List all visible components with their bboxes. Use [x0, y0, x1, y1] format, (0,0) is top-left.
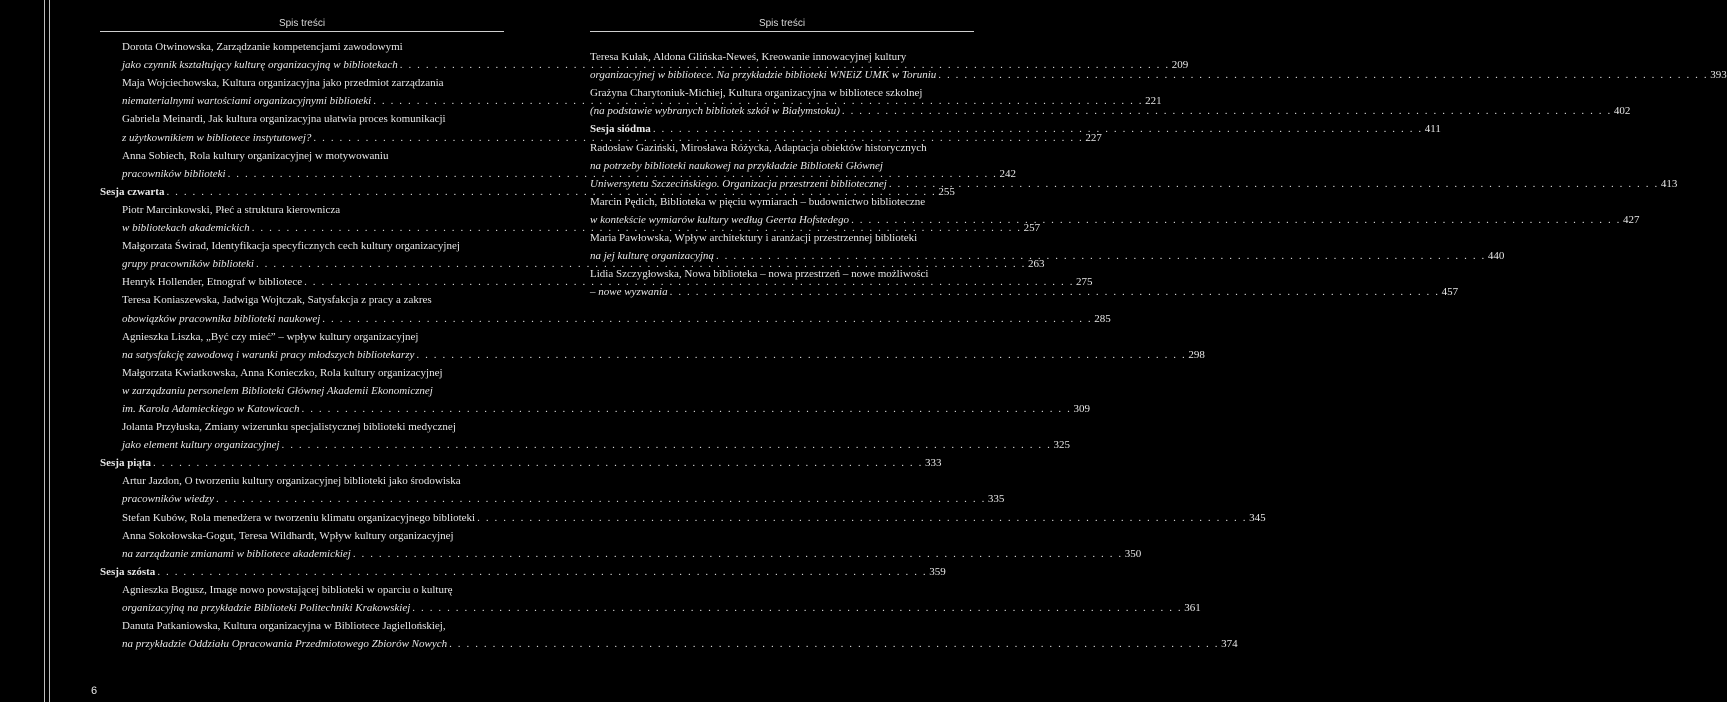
toc-page-number: 227 — [1085, 131, 1102, 144]
toc-entry-text: Agnieszka Bogusz, Image nowo powstającej biblioteki w oparciu o kulturę — [122, 583, 453, 596]
toc-page-number: 427 — [1623, 213, 1640, 226]
toc-entry-line — [100, 617, 504, 635]
toc-entry-text: na satysfakcję zawodową i warunki pracy młodszych bibliotekarzy — [122, 348, 415, 361]
toc-page-number: 413 — [1660, 177, 1678, 190]
dot-leader — [151, 454, 923, 472]
toc-entry-line — [100, 237, 504, 255]
toc-entry-text: w bibliotekach akademickich — [122, 222, 250, 235]
toc-entry-line — [100, 201, 504, 219]
toc-page-number: 359 — [929, 565, 946, 578]
dot-leader — [320, 310, 1092, 328]
toc-entry-text: Małgorzata Świrad, Identyfikacja specyficznych cech kultury organizacyjnej — [122, 240, 460, 253]
toc-entry-text: Sesja siódma — [590, 123, 651, 136]
toc-entry-text: na jej kulturę organizacyjną — [590, 250, 714, 263]
toc-entry-text: Danuta Patkaniowska, Kultura organizacyjna w Bibliotece Jagiellońskiej, — [122, 620, 446, 633]
dot-leader — [651, 120, 1423, 138]
toc-entry-text: w kontekście wymiarów kultury według Geerta Hofstedego — [590, 213, 850, 226]
toc-entry-line — [100, 110, 504, 128]
toc-page-number: 393 — [1710, 69, 1727, 82]
dot-leader — [849, 211, 1621, 229]
toc-entry-text: Sesja szósta — [100, 565, 156, 578]
dot-leader — [840, 102, 1612, 120]
toc-entry-line — [590, 48, 974, 66]
toc-entry-line — [590, 102, 1631, 120]
header-rule — [590, 31, 974, 32]
header-rule — [100, 31, 504, 32]
toc-entry-line — [100, 309, 1111, 327]
toc-entry-text: Stefan Kubów, Rola menedżera w tworzeniu klimatu organizacyjnego biblioteki — [122, 511, 476, 524]
toc-entry-text: Sesja piąta — [100, 457, 152, 470]
toc-entry-line — [100, 38, 504, 56]
binding-line-1 — [44, 0, 45, 702]
toc-entry-text: (na podstawie wybranych bibliotek szkół w Białymstoku) — [590, 105, 840, 118]
toc-page-number: 257 — [1023, 222, 1041, 235]
toc-entry-text: pracowników biblioteki — [122, 167, 226, 180]
toc-entry-text: Małgorzata Kwiatkowska, Anna Konieczko, Rola kultury organizacyjnej — [122, 366, 443, 379]
toc-entry-line — [100, 364, 504, 382]
toc-entry-line — [590, 138, 974, 156]
toc-page-number: 333 — [924, 457, 942, 470]
toc-page-number: 361 — [1184, 602, 1201, 614]
toc-page-number: 285 — [1094, 312, 1111, 325]
toc-session-heading — [100, 563, 946, 581]
page-number: 6 — [91, 685, 98, 697]
toc-entry-line — [590, 229, 974, 247]
toc-page-number: 298 — [1188, 348, 1205, 361]
toc-page-number: 457 — [1441, 286, 1459, 299]
toc-entry-line — [100, 400, 1090, 418]
toc-entry-line — [100, 74, 504, 92]
toc-entry-text: jako element kultury organizacyjnej — [122, 439, 280, 452]
binding-line-2 — [49, 0, 50, 702]
toc-entry-line — [100, 436, 1070, 454]
toc-page-number: 440 — [1487, 250, 1505, 263]
toc-entry-text: Artur Jazdon, O tworzeniu kultury organizacyjnej biblioteki jako środowiska — [122, 475, 461, 488]
toc-page-number: 335 — [987, 493, 1005, 506]
dot-leader — [155, 563, 927, 581]
toc-page-number: 350 — [1124, 547, 1142, 560]
page-header: Spis treści — [758, 18, 806, 29]
toc-page-number: 275 — [1076, 276, 1093, 289]
toc-entry-text: Jolanta Przyłuska, Zmiany wizerunku specjalistycznej biblioteki medycznej — [122, 421, 456, 434]
toc-entry-text: Gabriela Meinardi, Jak kultura organizacyjna ułatwia proces komunikacji — [122, 113, 446, 126]
toc-entry-text: Piotr Marcinkowski, Płeć a struktura kierownicza — [122, 203, 341, 216]
dot-leader — [280, 436, 1052, 454]
toc-entry-line — [100, 346, 1205, 364]
toc-entry-text: Maja Wojciechowska, Kultura organizacyjna jako przedmiot zarządzania — [122, 77, 444, 90]
dot-leader — [668, 283, 1440, 301]
toc-entry-line — [100, 635, 1238, 653]
toc-entry-line — [590, 175, 1678, 193]
toc-entry-text: na przykładzie Oddziału Opracowania Przedmiotowego Zbiorów Nowych — [122, 638, 448, 651]
toc-page-number: 402 — [1613, 105, 1631, 118]
dot-leader — [351, 545, 1123, 563]
toc-entry-text: Teresa Koniaszewska, Jadwiga Wojtczak, Satysfakcja z pracy a zakres — [122, 294, 432, 307]
toc-entry-line — [590, 193, 974, 211]
toc-entry-text: grupy pracowników biblioteki — [122, 258, 254, 271]
toc-entry-line — [590, 283, 1459, 301]
dot-leader — [414, 346, 1186, 364]
toc-entry-line — [100, 147, 504, 165]
toc-page-number: 255 — [938, 185, 955, 198]
toc-entry-line — [100, 291, 504, 309]
toc-entry-line — [100, 508, 1266, 526]
dot-leader — [475, 509, 1247, 527]
toc-entry-text: Anna Sobiech, Rola kultury organizacyjnej w motywowaniu — [122, 149, 389, 162]
toc-entry-line — [590, 157, 974, 175]
toc-page-number: 263 — [1027, 258, 1045, 271]
toc-entry-text: Maria Pawłowska, Wpływ architektury i aranżacji przestrzennej biblioteki — [590, 232, 918, 245]
toc-page-number: 411 — [1424, 123, 1441, 136]
toc-entry-line — [100, 599, 1201, 617]
dot-leader — [936, 66, 1708, 84]
toc-entry-text: Radosław Gaziński, Mirosława Różycka, Adaptacja obiektów historycznych — [590, 141, 927, 154]
toc-entry-text: w zarządzaniu personelem Biblioteki Głównej Akademii Ekonomicznej — [122, 384, 433, 397]
toc-entry-line — [100, 418, 504, 436]
toc-entry-text: na potrzeby biblioteki naukowej na przykładzie Biblioteki Głównej — [590, 159, 883, 172]
dot-leader — [214, 490, 986, 508]
toc-entry-text: niematerialnymi wartościami organizacyjnymi biblioteki — [122, 95, 372, 108]
toc-entry-line — [100, 382, 504, 400]
toc-entry-text: pracowników wiedzy — [122, 493, 214, 506]
toc-page-number: 325 — [1053, 439, 1070, 452]
toc-page-number: 242 — [999, 167, 1017, 180]
toc-entry-text: z użytkownikiem w bibliotece instytutowej? — [122, 131, 312, 144]
toc-entry-line — [590, 66, 1727, 84]
dot-leader — [447, 635, 1219, 653]
toc-page-number: 209 — [1171, 59, 1189, 72]
toc-entry-text: – nowe wyzwania — [590, 286, 668, 299]
toc-entry-line — [100, 472, 504, 490]
toc-entry-line — [100, 581, 504, 599]
toc-page-number: 345 — [1249, 511, 1266, 524]
toc-entry-text: im. Karola Adamieckiego w Katowicach — [122, 402, 300, 415]
toc-entry-text: organizacyjnej w bibliotece. Na przykładzie biblioteki WNEiZ UMK w Toruniu — [590, 69, 937, 82]
toc-entry-text: Sesja czwarta — [100, 185, 165, 198]
toc-entry-line — [100, 490, 1005, 508]
toc-entry-text: na zarządzanie zmianami w bibliotece akademickiej — [122, 547, 351, 560]
toc-entry-text: organizacyjną na przykładzie Biblioteki Politechniki Krakowskiej — [122, 602, 411, 614]
toc-entry-text: jako czynnik kształtujący kulturę organizacyjną w bibliotekach — [122, 59, 398, 72]
toc-page-number: 309 — [1073, 402, 1090, 415]
toc-entry-line — [100, 545, 1142, 563]
toc-entry-text: Uniwersytetu Szczecińskiego. Organizacja przestrzeni bibliotecznej — [590, 177, 887, 190]
dot-leader — [300, 400, 1072, 418]
toc-entry-line — [100, 527, 504, 545]
toc-page-number: 221 — [1145, 95, 1162, 108]
toc-entry-line — [590, 265, 974, 283]
toc-entry-text: Grażyna Charytoniuk-Michiej, Kultura organizacyjna w bibliotece szkolnej — [590, 87, 923, 100]
toc-page-number: 374 — [1221, 638, 1238, 651]
toc-session-heading — [100, 454, 942, 472]
toc-entry-text: Anna Sokołowska-Gogut, Teresa Wildhardt, Wpływ kultury organizacyjnej — [122, 529, 454, 542]
toc-entry-text: Henryk Hollender, Etnograf w bibliotece — [122, 276, 303, 289]
toc-entry-text: obowiązków pracownika biblioteki naukowej — [122, 312, 321, 325]
dot-leader — [410, 599, 1182, 617]
toc-entry-text: Agnieszka Liszka, „Być czy mieć” – wpływ kultury organizacyjnej — [122, 330, 419, 343]
toc-entry-text: Teresa Kułak, Aldona Glińska-Neweś, Kreowanie innowacyjnej kultury — [590, 51, 907, 64]
toc-entry-line — [100, 328, 504, 346]
toc-entry-line — [590, 84, 974, 102]
toc-entry-text: Dorota Otwinowska, Zarządzanie kompetencjami zawodowymi — [122, 41, 403, 54]
dot-leader — [714, 247, 1486, 265]
toc-entry-text: Lidia Szczygłowska, Nowa biblioteka – nowa przestrzeń – nowe możliwości — [590, 268, 929, 281]
page-header: Spis treści — [278, 18, 326, 29]
dot-leader — [887, 175, 1659, 193]
toc-entry-text: Marcin Pędich, Biblioteka w pięciu wymiarach – budownictwo biblioteczne — [590, 195, 926, 208]
